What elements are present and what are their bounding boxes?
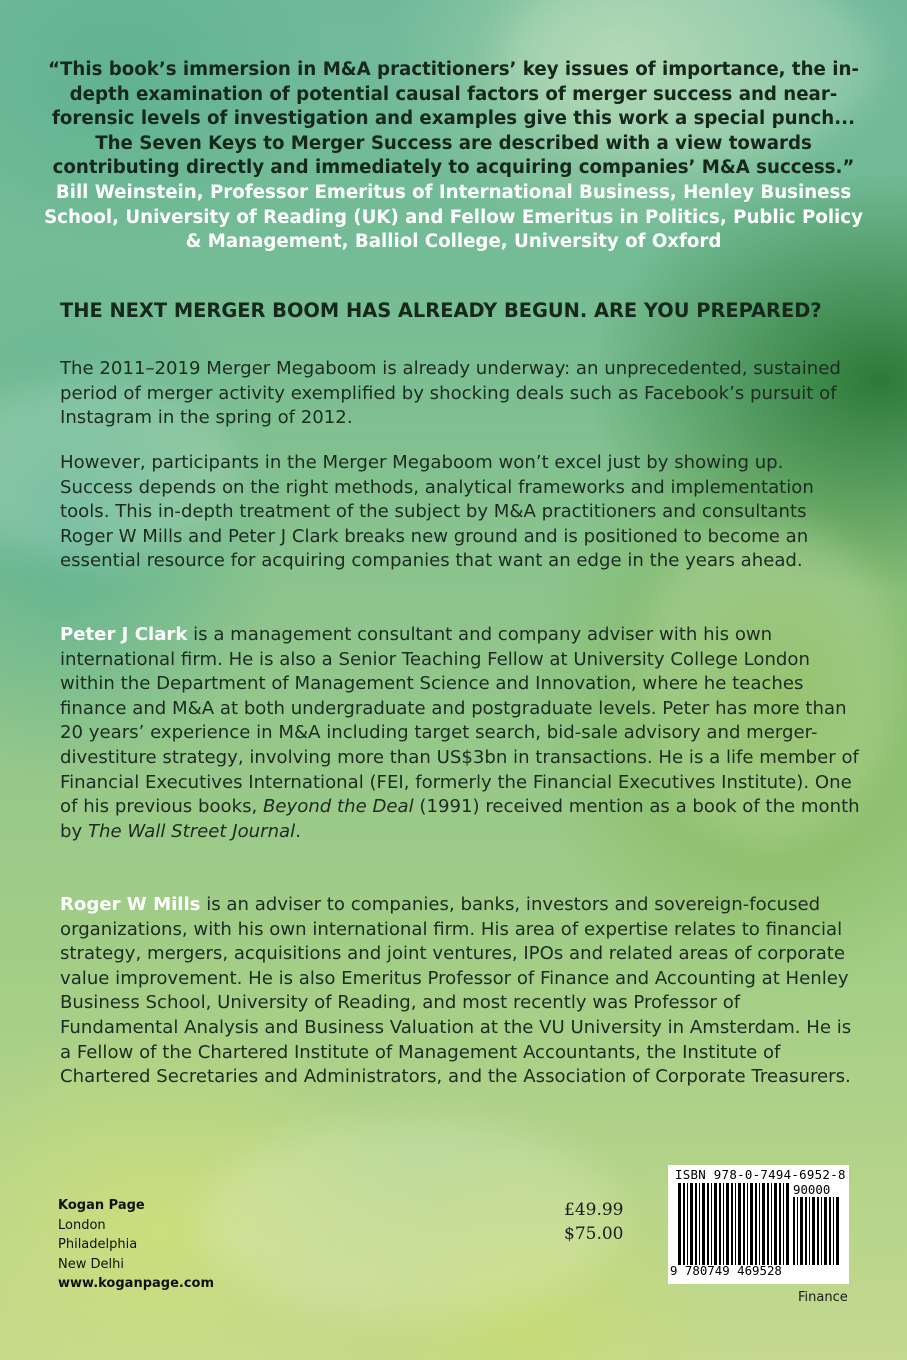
barcode-bar	[824, 1197, 827, 1265]
quote-attribution: Bill Weinstein, Professor Emeritus of International Business, Henley Business School, University of Reading (UK) and Fellow Emeritus in Politics, Public Policy & Management, Balliol College, University of Oxford	[44, 181, 863, 253]
barcode-bar	[774, 1183, 777, 1265]
headline: THE NEXT MERGER BOOM HAS ALREADY BEGUN. ARE YOU PREPARED?	[60, 299, 822, 322]
barcode-bar	[829, 1197, 831, 1265]
barcode-bar	[719, 1183, 721, 1265]
bio-text: is a management consultant and company adviser with his own international firm. He is also a Senior Teaching Fellow at University College London within the Department of Management Science and Innovation, where he teaches finance and M&A at both undergraduate and postgraduate levels. Peter has more than 20 years’ experience in M&A including target search, bid-sale advisory and merger-divestiture strategy, involving more than US$3bn in transactions. He is a life member of Financial Executives International (FEI, formerly the Financial Executives Institute). One of his previous books,	[60, 624, 859, 818]
publisher-city: Philadelphia	[58, 1237, 138, 1252]
bio-text: (1991) received mention as a book of the month by	[60, 796, 860, 842]
barcode-bar	[800, 1197, 803, 1265]
barcode-bar	[695, 1183, 697, 1265]
barcode-bar	[779, 1183, 781, 1265]
bio-text: .	[295, 820, 301, 842]
barcode-bar	[743, 1183, 745, 1265]
barcode-bar	[711, 1183, 712, 1265]
barcode-bar	[690, 1183, 693, 1265]
barcode-bar	[731, 1183, 733, 1265]
barcode-bar	[805, 1197, 807, 1265]
barcode-bar	[678, 1183, 681, 1265]
isbn-barcode	[668, 1165, 849, 1284]
barcode-bar	[767, 1183, 769, 1265]
barcode-bar	[793, 1197, 795, 1265]
category-label: Finance	[798, 1290, 848, 1305]
barcode-bar	[699, 1183, 700, 1265]
barcode-bar	[797, 1197, 798, 1265]
barcode-bar	[726, 1183, 729, 1265]
author-name: Roger W Mills	[60, 894, 201, 915]
author-bio-mills	[60, 893, 860, 1090]
smoke-decoration	[200, 1120, 620, 1320]
barcode-bar	[723, 1183, 724, 1265]
barcode-bar	[836, 1197, 839, 1265]
barcode-bar	[702, 1183, 705, 1265]
barcode-bar	[683, 1183, 685, 1265]
isbn-label: ISBN 978-0-7494-6952-8	[675, 1167, 846, 1182]
barcode-bar	[821, 1197, 822, 1265]
publisher-city: New Delhi	[58, 1256, 124, 1272]
body-paragraph: However, participants in the Merger Megaboom won’t excel just by showing up. Success depends on the right methods, analytical frameworks and implementation tools. This in-depth treatment of the subject by M&A practitioners and consultants Roger W Mills and Peter J Clark breaks new ground and is positioned to become an essential resource for acquiring companies that want an edge in the years ahead.	[60, 452, 814, 572]
price-gbp: £49.99	[564, 1200, 624, 1220]
book-title: Beyond the Deal	[263, 796, 414, 818]
publisher-block	[58, 1196, 214, 1294]
barcode-bar	[687, 1183, 688, 1265]
barcode-bar	[755, 1183, 757, 1265]
journal-title: The Wall Street Journal	[87, 820, 296, 842]
barcode-bar	[762, 1183, 765, 1265]
price-block	[564, 1198, 623, 1246]
barcode-bar	[714, 1183, 717, 1265]
author-bio-clark	[60, 623, 860, 844]
addon-code: 90000	[793, 1182, 831, 1197]
price-usd: $75.00	[564, 1224, 624, 1244]
barcode-bar	[817, 1197, 819, 1265]
intro-paragraph: The 2011–2019 Merger Megaboom is already underway: an unprecedented, sustained period of merger activity exemplified by shocking deals such as Facebook’s pursuit of Instagram in the spring of 2012.	[60, 358, 841, 429]
barcode-bar	[833, 1197, 834, 1265]
publisher-name: Kogan Page	[58, 1198, 145, 1213]
barcode-bar	[771, 1183, 772, 1265]
barcode-bar	[809, 1197, 810, 1265]
addon-barcode-bars	[792, 1197, 842, 1265]
barcode-bar	[783, 1183, 784, 1265]
barcode-bar	[738, 1183, 741, 1265]
barcode-bar	[707, 1183, 709, 1265]
endorsement-quote	[40, 58, 867, 255]
barcode-bar	[735, 1183, 736, 1265]
barcode-bar	[750, 1183, 753, 1265]
barcode-bars	[677, 1183, 789, 1265]
author-name: Peter J Clark	[60, 624, 188, 645]
barcode-bar	[812, 1197, 815, 1265]
barcode-bar	[786, 1183, 789, 1265]
barcode-number: 9 780749 469528	[670, 1263, 782, 1278]
publisher-website: www.koganpage.com	[58, 1276, 215, 1291]
barcode-bar	[747, 1183, 748, 1265]
bio-text: is an adviser to companies, banks, investors and sovereign-focused organizations, with his own international firm. His area of expertise relates to financial strategy, mergers, acquisitions and joint ventures, IPOs and related areas of corporate value improvement. He is also Emeritus Professor of Finance and Accounting at Henley Business School, University of Reading, and most recently was Professor of Fundamental Analysis and Business Valuation at the VU University in Amsterdam. He is a Fellow of the Chartered Institute of Management Accountants, the Institute of Chartered Secretaries and Administrators, and the Association of Corporate Treasurers.	[60, 894, 852, 1088]
publisher-city: London	[58, 1217, 106, 1233]
quote-text: “This book’s immersion in M&A practitioners’ key issues of importance, the in-depth examination of potential causal factors of merger success and near-forensic levels of investigation and examples give this work a special punch... The Seven Keys to Merger Success are described with a view towards contributing directly and immediately to acquiring companies’ M&A success.”	[48, 59, 859, 179]
barcode-bar	[759, 1183, 760, 1265]
